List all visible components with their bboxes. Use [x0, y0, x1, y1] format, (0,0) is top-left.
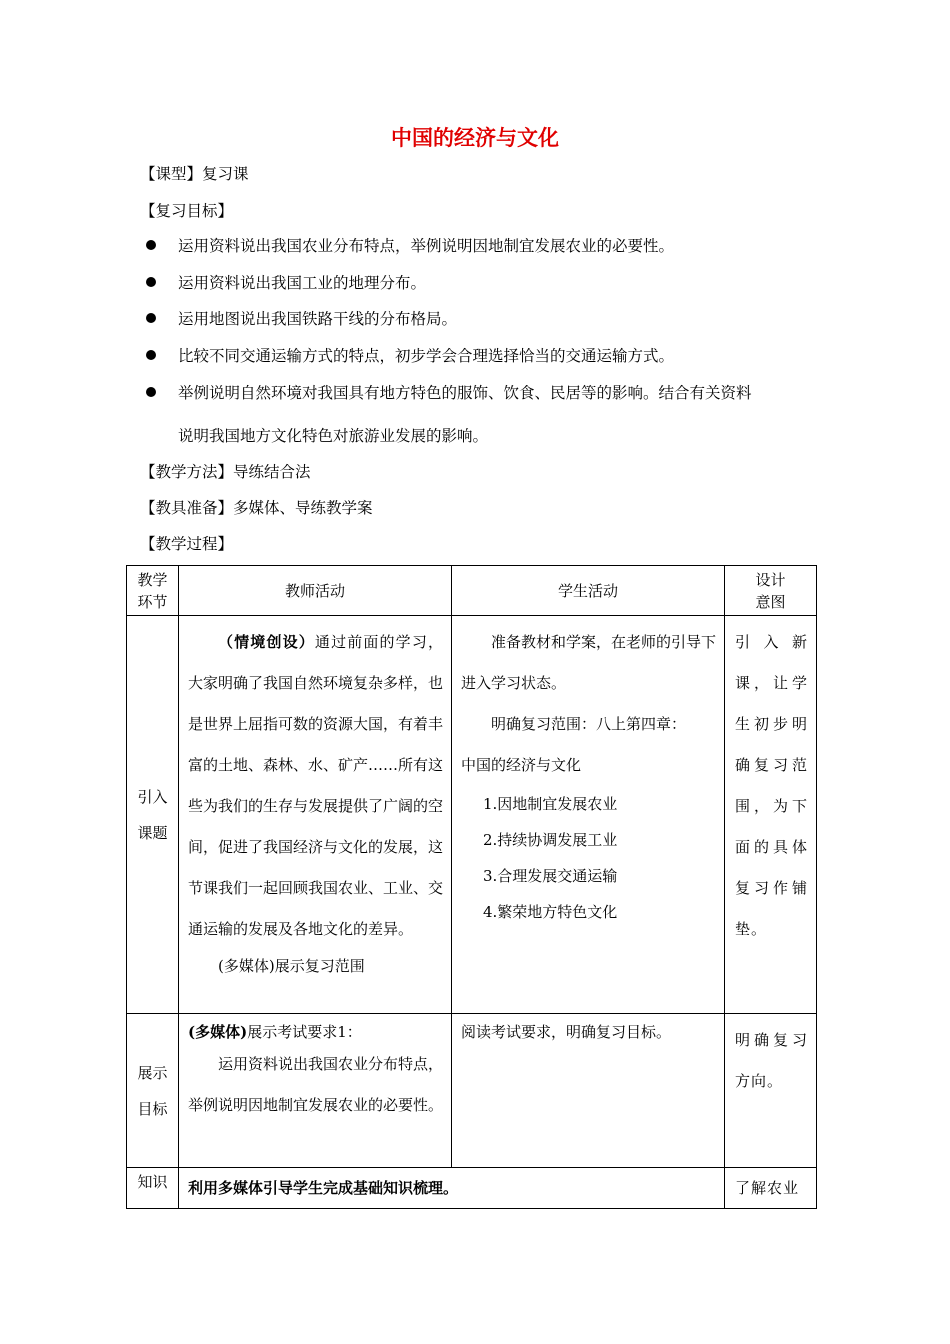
design-intent: 了解农业: [725, 1168, 817, 1209]
stage-cell: 展示 目标: [127, 1014, 179, 1168]
header-teacher: 教师活动: [179, 566, 452, 616]
teacher-activity: （情境创设）通过前面的学习，大家明确了我国自然环境复杂多样，也是世界上屈指可数的资源大国，有着丰富的土地、森林、水、矿产……所有这些为我们的生存与发展提供了广阔的空间，促进了我国经济与文化的发展，这节课我们一起回顾我国农业、工业、交通运输的发展及各地文化的差异。 (多媒体)展示复习范围: [179, 616, 452, 1014]
table-row: [127, 1168, 817, 1209]
list-item: 4.繁荣地方特色文化: [483, 903, 618, 921]
bullet-icon: [146, 277, 156, 287]
bullet-icon: [146, 387, 156, 397]
goal-item: 举例说明自然环境对我国具有地方特色的服饰、饮食、民居等的影响。结合有关资料: [178, 384, 752, 402]
design-intent: 明确复习方向。: [725, 1014, 817, 1168]
header-student: 学生活动: [452, 566, 725, 616]
goal-item: 运用资料说出我国农业分布特点，举例说明因地制宜发展农业的必要性。: [178, 237, 675, 255]
teacher-activity: (多媒体)展示考试要求1： 运用资料说出我国农业分布特点，举例说明因地制宜发展农业的必要性。: [179, 1014, 452, 1168]
table-header-row: [127, 566, 817, 616]
list-item: 1.因地制宜发展农业: [483, 795, 618, 813]
table-row: [127, 616, 817, 1014]
goal-item: 运用资料说出我国工业的地理分布。: [178, 274, 427, 292]
student-activity: 准备教材和学案，在老师的引导下进入学习状态。 明确复习范围：八上第四章： 中国的经济与文化 1.因地制宜发展农业 2.持续协调发展工业 3.合理发展交通运输 4.繁荣地方特色文化: [452, 616, 725, 1014]
teaching-method: 【教学方法】导练结合法: [140, 463, 311, 481]
page-title: 中国的经济与文化: [391, 126, 559, 150]
bullet-icon: [146, 350, 156, 360]
goals-heading: 【复习目标】: [140, 202, 234, 220]
bullet-icon: [146, 313, 156, 323]
course-type: 【课型】复习课: [140, 165, 249, 183]
list-item: 2.持续协调发展工业: [483, 831, 618, 849]
stage-cell: 引入 课题: [127, 616, 179, 1014]
teaching-process-heading: 【教学过程】: [140, 535, 234, 553]
goal-item: 比较不同交通运输方式的特点，初步学会合理选择恰当的交通运输方式。: [178, 347, 675, 365]
lesson-table: [126, 565, 817, 1209]
teaching-tools: 【教具准备】多媒体、导练教学案: [140, 499, 373, 517]
bullet-icon: [146, 240, 156, 250]
teacher-activity: 利用多媒体引导学生完成基础知识梳理。: [179, 1168, 725, 1209]
goal-item: 运用地图说出我国铁路干线的分布格局。: [178, 310, 458, 328]
goal-item-continuation: 说明我国地方文化特色对旅游业发展的影响。: [178, 427, 489, 445]
table-row: [127, 1014, 817, 1168]
header-intent: 设计 意图: [725, 566, 817, 616]
stage-cell: 知识: [127, 1168, 179, 1209]
design-intent: 引入新课，让学生初步明确复习范围，为下面的具体复习作铺垫。: [725, 616, 817, 1014]
list-item: 3.合理发展交通运输: [483, 867, 618, 885]
header-stage: 教学 环节: [127, 566, 179, 616]
student-activity: 阅读考试要求，明确复习目标。: [452, 1014, 725, 1168]
